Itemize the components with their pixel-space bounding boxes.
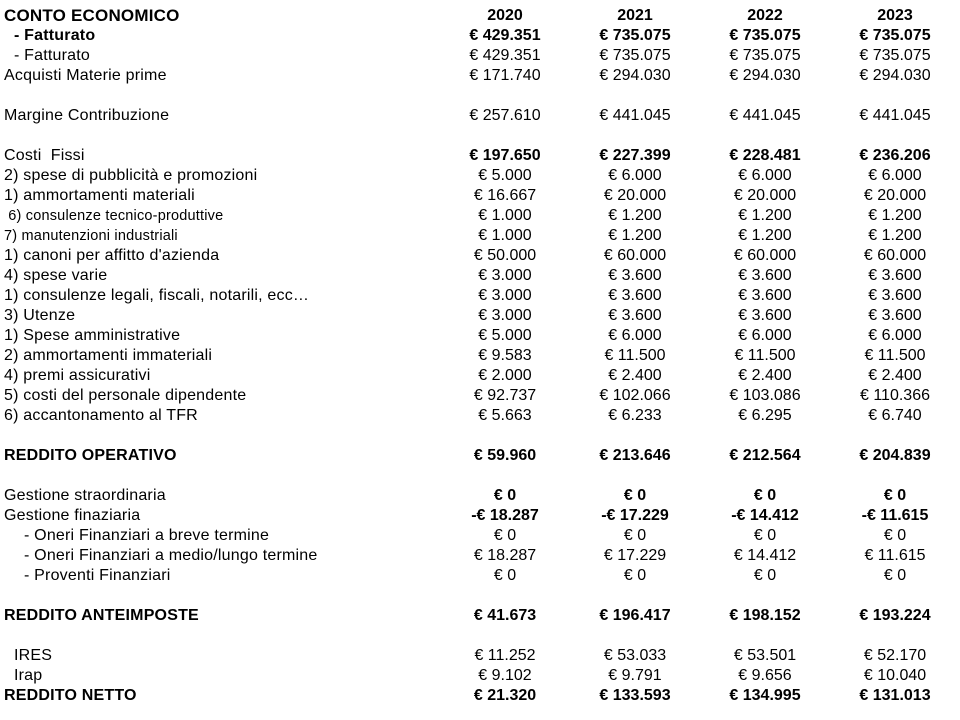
cell-value: € 228.481	[729, 147, 801, 164]
table-row	[0, 346, 960, 366]
cell-value: € 5.000	[478, 327, 532, 344]
cell-value: € 18.287	[473, 547, 537, 564]
row-label: 2) spese di pubblicità e promozioni	[4, 167, 258, 184]
cell-value: € 6.000	[608, 167, 662, 184]
table-row	[0, 266, 960, 286]
cell-value: € 441.045	[729, 107, 801, 124]
cell-value: € 131.013	[859, 687, 931, 704]
spacer-row	[0, 466, 960, 486]
cell-value: € 735.075	[729, 47, 801, 64]
table-row	[0, 26, 960, 46]
cell-value: € 5.000	[478, 167, 532, 184]
cell-value: € 6.233	[608, 407, 662, 424]
cell-value: € 294.030	[859, 67, 931, 84]
cell-value: € 53.501	[733, 647, 797, 664]
year-column-header-2022: 2022	[747, 7, 783, 24]
cell-value: € 196.417	[599, 607, 671, 624]
row-label: Irap	[14, 667, 43, 684]
cell-value: € 212.564	[729, 447, 801, 464]
cell-value: € 0	[493, 487, 517, 504]
row-label: 6) consulenze tecnico-produttive	[4, 208, 224, 224]
row-label: REDDITO ANTEIMPOSTE	[4, 607, 199, 624]
cell-value: € 3.600	[868, 267, 922, 284]
table-row	[0, 286, 960, 306]
table-row	[0, 486, 960, 506]
table-row	[0, 46, 960, 66]
cell-value: € 257.610	[469, 107, 541, 124]
cell-value: € 0	[753, 527, 777, 544]
row-label: 2) ammortamenti immateriali	[4, 347, 213, 364]
cell-value: € 9.656	[738, 667, 792, 684]
cell-value: € 198.152	[729, 607, 801, 624]
row-label: Acquisti Materie prime	[4, 67, 167, 84]
cell-value: € 236.206	[859, 147, 931, 164]
cell-value: € 735.075	[859, 47, 931, 64]
row-label: 1) ammortamenti materiali	[4, 187, 195, 204]
cell-value: € 52.170	[863, 647, 927, 664]
cell-value: € 429.351	[469, 27, 541, 44]
cell-value: € 11.500	[864, 347, 926, 364]
table-row	[0, 666, 960, 686]
cell-value: € 2.000	[478, 367, 532, 384]
row-label: Gestione straordinaria	[4, 487, 166, 504]
cell-value: € 735.075	[599, 47, 671, 64]
cell-value: € 3.600	[868, 307, 922, 324]
row-label: - Proventi Finanziari	[24, 567, 171, 584]
cell-value: € 17.229	[603, 547, 667, 564]
cell-value: € 1.000	[478, 207, 532, 224]
cell-value: € 110.366	[860, 387, 930, 404]
cell-value: € 0	[623, 567, 647, 584]
cell-value: € 294.030	[599, 67, 671, 84]
cell-value: € 10.040	[863, 667, 927, 684]
cell-value: € 2.400	[868, 367, 922, 384]
row-label: 1) consulenze legali, fiscali, notarili, ecc…	[4, 287, 310, 304]
spacer-row	[0, 126, 960, 146]
spacer-row	[0, 586, 960, 606]
row-label: 7) manutenzioni industriali	[4, 228, 178, 244]
cell-value: € 213.646	[599, 447, 671, 464]
row-label: 3) Utenze	[4, 307, 76, 324]
cell-value: € 103.086	[729, 387, 801, 404]
cell-value: € 9.791	[608, 667, 662, 684]
cell-value: € 6.000	[868, 327, 922, 344]
table-row	[0, 506, 960, 526]
cell-value: € 441.045	[859, 107, 931, 124]
cell-value: € 1.200	[608, 207, 662, 224]
cell-value: € 59.960	[473, 447, 537, 464]
cell-value: € 735.075	[859, 27, 931, 44]
row-label: REDDITO NETTO	[4, 687, 137, 704]
table-row	[0, 326, 960, 346]
cell-value: € 102.066	[599, 387, 671, 404]
cell-value: € 0	[753, 487, 777, 504]
cell-value: € 60.000	[733, 247, 797, 264]
cell-value: € 3.600	[738, 267, 792, 284]
row-label: 1) canoni per affitto d'azienda	[4, 247, 220, 264]
cell-value: -€ 18.287	[471, 507, 539, 524]
cell-value: € 11.615	[864, 547, 926, 564]
cell-value: -€ 11.615	[861, 507, 929, 524]
cell-value: € 0	[493, 527, 517, 544]
cell-value: € 429.351	[469, 47, 541, 64]
row-label: Margine Contribuzione	[4, 107, 170, 124]
table-row	[0, 226, 960, 246]
year-column-header-2021: 2021	[617, 7, 653, 24]
table-row	[0, 606, 960, 626]
cell-value: € 1.200	[868, 207, 922, 224]
row-label: IRES	[14, 647, 53, 664]
cell-value: € 1.200	[738, 207, 792, 224]
cell-value: € 294.030	[729, 67, 801, 84]
header-row	[0, 6, 960, 26]
table-row	[0, 186, 960, 206]
year-column-header-2020: 2020	[487, 7, 523, 24]
table-row	[0, 366, 960, 386]
cell-value: € 9.102	[478, 667, 532, 684]
cell-value: € 0	[883, 527, 907, 544]
cell-value: € 0	[753, 567, 777, 584]
cell-value: € 227.399	[599, 147, 671, 164]
row-label: 4) spese varie	[4, 267, 108, 284]
row-label: - Oneri Finanziari a medio/lungo termine	[24, 547, 318, 564]
table-row	[0, 646, 960, 666]
cell-value: € 3.600	[608, 287, 662, 304]
cell-value: € 16.667	[473, 187, 537, 204]
cell-value: € 53.033	[603, 647, 667, 664]
spacer-row	[0, 626, 960, 646]
table-row	[0, 206, 960, 226]
table-row	[0, 306, 960, 326]
cell-value: € 3.000	[478, 307, 532, 324]
table-row	[0, 106, 960, 126]
cell-value: € 1.200	[738, 227, 792, 244]
table-row	[0, 526, 960, 546]
cell-value: € 3.600	[868, 287, 922, 304]
table-row	[0, 66, 960, 86]
table-row	[0, 386, 960, 406]
table-row	[0, 446, 960, 466]
cell-value: -€ 14.412	[731, 507, 799, 524]
table-row	[0, 686, 960, 706]
row-label: 1) Spese amministrative	[4, 327, 181, 344]
table-row	[0, 566, 960, 586]
cell-value: € 6.000	[608, 327, 662, 344]
cell-value: € 441.045	[599, 107, 671, 124]
cell-value: € 2.400	[608, 367, 662, 384]
page-title: CONTO ECONOMICO	[4, 6, 180, 25]
cell-value: € 50.000	[473, 247, 537, 264]
cell-value: € 0	[623, 487, 647, 504]
cell-value: € 1.200	[868, 227, 922, 244]
cell-value: € 9.583	[478, 347, 532, 364]
cell-value: € 0	[493, 567, 517, 584]
cell-value: € 735.075	[729, 27, 801, 44]
row-label: 5) costi del personale dipendente	[4, 387, 247, 404]
cell-value: € 20.000	[863, 187, 927, 204]
row-label: REDDITO OPERATIVO	[4, 447, 177, 464]
cell-value: € 3.600	[738, 307, 792, 324]
cell-value: € 11.500	[604, 347, 666, 364]
cell-value: € 0	[883, 487, 907, 504]
cell-value: € 735.075	[599, 27, 671, 44]
cell-value: € 11.252	[474, 647, 536, 664]
row-label: - Fatturato	[14, 47, 91, 64]
row-label: 6) accantonamento al TFR	[4, 407, 198, 424]
table-row	[0, 166, 960, 186]
cell-value: € 1.200	[608, 227, 662, 244]
cell-value: € 1.000	[478, 227, 532, 244]
cell-value: € 14.412	[733, 547, 797, 564]
cell-value: € 60.000	[603, 247, 667, 264]
cell-value: € 133.593	[599, 687, 671, 704]
cell-value: € 6.000	[868, 167, 922, 184]
year-column-header-2023: 2023	[877, 7, 913, 24]
cell-value: € 20.000	[733, 187, 797, 204]
cell-value: € 197.650	[469, 147, 541, 164]
table-row	[0, 546, 960, 566]
cell-value: € 3.600	[608, 267, 662, 284]
row-label: - Fatturato	[14, 27, 96, 44]
cell-value: € 6.000	[738, 167, 792, 184]
cell-value: € 193.224	[859, 607, 931, 624]
cell-value: € 6.740	[868, 407, 922, 424]
spacer-row	[0, 86, 960, 106]
table-body	[0, 26, 960, 706]
cell-value: € 3.600	[738, 287, 792, 304]
table-row	[0, 146, 960, 166]
row-label: - Oneri Finanziari a breve termine	[24, 527, 270, 544]
cell-value: € 3.000	[478, 267, 532, 284]
table-row	[0, 406, 960, 426]
cell-value: -€ 17.229	[601, 507, 669, 524]
row-label: Gestione finaziaria	[4, 507, 141, 524]
cell-value: € 3.600	[608, 307, 662, 324]
cell-value: € 6.000	[738, 327, 792, 344]
spacer-row	[0, 426, 960, 446]
cell-value: € 41.673	[473, 607, 537, 624]
cell-value: € 204.839	[859, 447, 931, 464]
cell-value: € 0	[883, 567, 907, 584]
row-label: Costi Fissi	[4, 147, 85, 164]
cell-value: € 21.320	[473, 687, 537, 704]
cell-value: € 6.295	[738, 407, 792, 424]
cell-value: € 3.000	[478, 287, 532, 304]
cell-value: € 0	[623, 527, 647, 544]
table-row	[0, 246, 960, 266]
cell-value: € 171.740	[469, 67, 541, 84]
cell-value: € 20.000	[603, 187, 667, 204]
cell-value: € 92.737	[473, 387, 537, 404]
cell-value: € 11.500	[734, 347, 796, 364]
cell-value: € 60.000	[863, 247, 927, 264]
cell-value: € 2.400	[738, 367, 792, 384]
cell-value: € 5.663	[478, 407, 532, 424]
row-label: 4) premi assicurativi	[4, 367, 151, 384]
cell-value: € 134.995	[729, 687, 801, 704]
